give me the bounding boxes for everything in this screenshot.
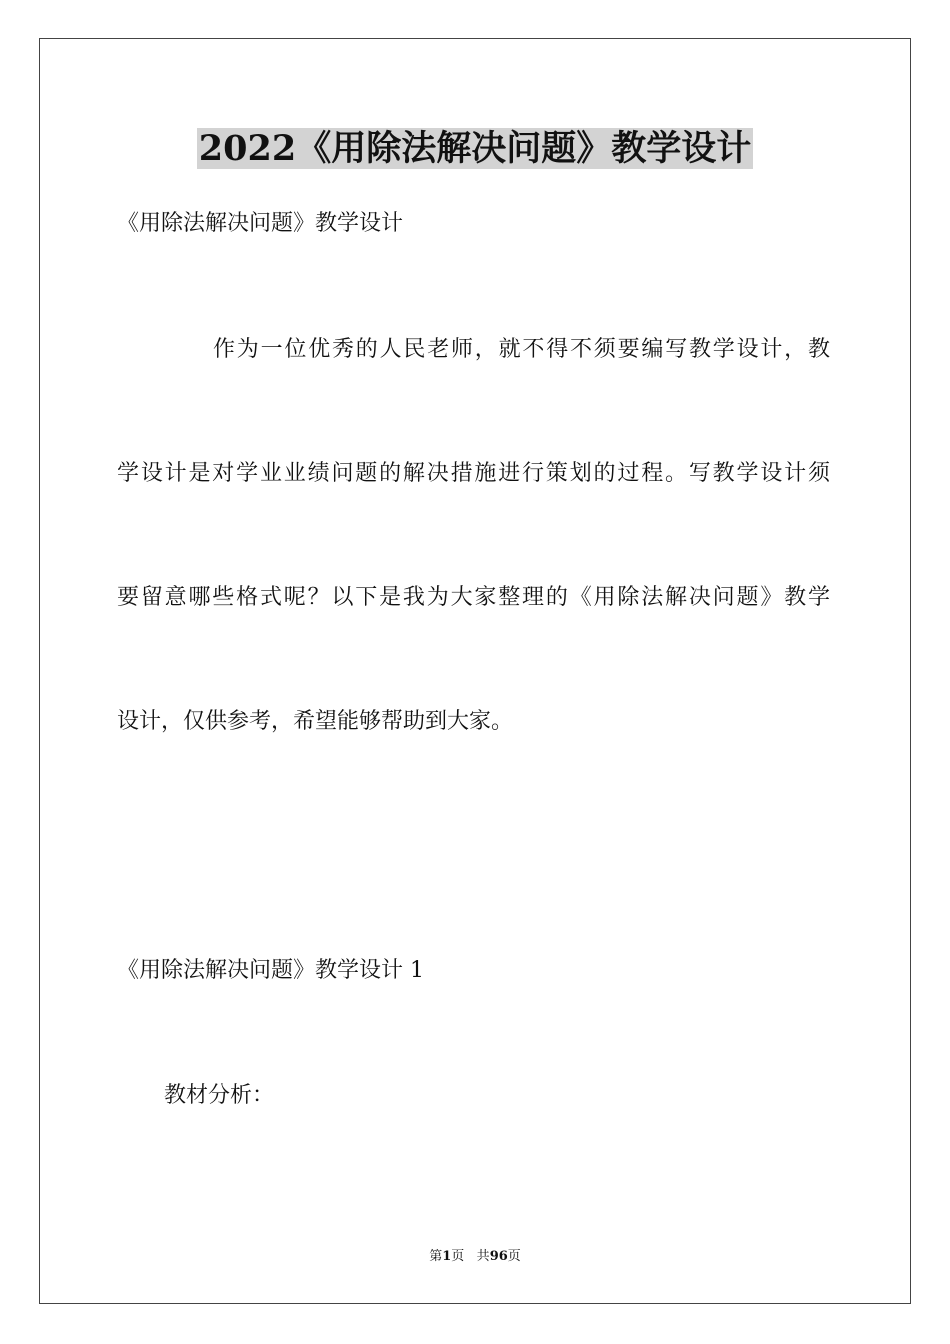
document-title (0, 124, 950, 174)
footer-prefix: 第 (429, 1249, 443, 1264)
intro-line-1: 作为一位优秀的人民老师，就不得不须要编写教学设计，教 (213, 337, 830, 362)
footer-total-pages: 96 (489, 1249, 508, 1264)
page-footer (0, 1248, 950, 1266)
footer-page-number: 1 (442, 1249, 452, 1264)
footer-total-prefix: 共 (476, 1249, 490, 1264)
footer-page-suffix: 页 (451, 1249, 465, 1264)
document-title-text: 2022《用除法解决问题》教学设计 (198, 128, 752, 169)
subsection-heading: 教材分析： (164, 1083, 275, 1108)
intro-line-2: 学设计是对学业业绩问题的解决措施进行策划的过程。写教学设计须 (117, 461, 830, 486)
intro-line-4: 设计，仅供参考，希望能够帮助到大家。 (117, 709, 514, 734)
footer-total-suffix: 页 (507, 1249, 521, 1264)
document-subtitle: 《用除法解决问题》教学设计 (117, 211, 404, 236)
intro-line-3: 要留意哪些格式呢？以下是我为大家整理的《用除法解决问题》教学 (117, 585, 830, 610)
section-heading: 《用除法解决问题》教学设计 1 (117, 958, 424, 983)
